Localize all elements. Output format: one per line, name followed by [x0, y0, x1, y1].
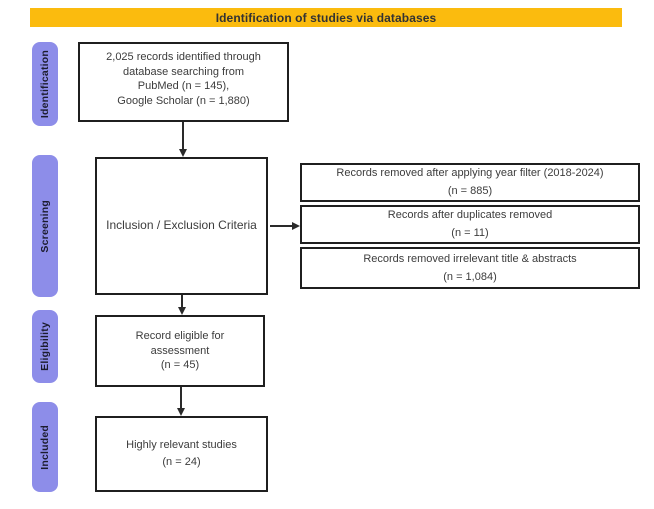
arrow-down-2-head [178, 307, 186, 315]
box-text-line: assessment [150, 344, 210, 357]
box-records-identified [78, 42, 289, 122]
stage-label-screening [32, 155, 58, 297]
diagram-title-banner [30, 8, 622, 27]
stage-label-text: Screening [39, 199, 51, 253]
box-irrelevant-removed [300, 247, 640, 289]
box-count: (n = 11) [451, 227, 489, 239]
arrow-down-1-head [179, 149, 187, 157]
box-eligible-for-assessment [95, 315, 265, 387]
arrow-down-3 [180, 387, 182, 409]
arrow-right-head [292, 222, 300, 230]
box-count: (n = 1,084) [443, 270, 497, 283]
box-inclusion-exclusion-criteria [95, 157, 268, 295]
box-removed-year-filter [300, 163, 640, 202]
box-text: Inclusion / Exclusion Criteria [106, 218, 257, 233]
box-text-line: Records after duplicates removed [387, 209, 553, 222]
stage-label-text: Included [39, 424, 51, 470]
arrow-right [270, 225, 293, 227]
arrow-down-3-head [177, 408, 185, 416]
diagram-title: Identification of studies via databases [215, 10, 437, 25]
stage-label-text: Eligibility [39, 322, 51, 371]
box-text-line: Record eligible for [135, 330, 225, 343]
box-text-line: Google Scholar (n = 1,880) [117, 94, 250, 107]
box-count: (n = 885) [447, 185, 493, 197]
stage-label-eligibility [32, 310, 58, 383]
box-count: (n = 45) [160, 359, 200, 372]
arrow-down-1 [182, 122, 184, 150]
stage-label-text: Identification [39, 49, 51, 119]
stage-label-included [32, 402, 58, 492]
box-duplicates-removed [300, 205, 640, 244]
stage-label-identification [32, 42, 58, 126]
box-text-line: Records removed irrelevant title & abstracts [363, 252, 577, 265]
box-text-line: Highly relevant studies [126, 439, 237, 452]
box-text-line: Records removed after applying year filter (2018-2024) [336, 167, 604, 180]
box-text-line: 2,025 records identified through [106, 51, 261, 63]
box-count: (n = 24) [162, 456, 201, 468]
box-text-line: PubMed (n = 145), [137, 80, 230, 93]
box-highly-relevant-studies [95, 416, 268, 492]
box-text-line: database searching from [122, 65, 245, 78]
